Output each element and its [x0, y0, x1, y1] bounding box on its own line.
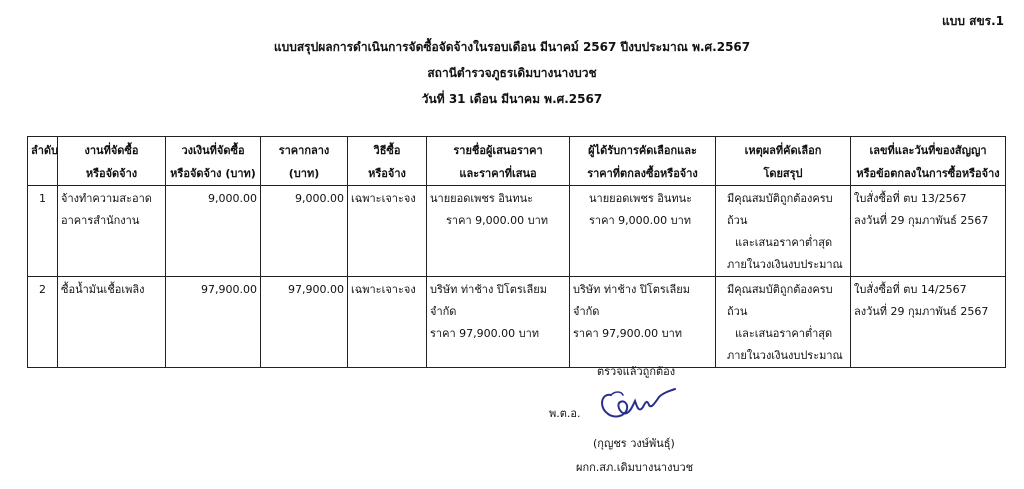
row-contract: ใบสั่งซื้อที่ ตบ 13/2567 ลงวันที่ 29 กุมภาพันธ์ 2567 [851, 186, 1006, 277]
row-item: ซื้อน้ำมันเชื้อเพลิง [58, 277, 166, 368]
handwritten-signature [597, 385, 679, 425]
row-median-price: 9,000.00 [261, 186, 348, 277]
header-item: งานที่จัดซื้อ หรือจัดจ้าง [58, 137, 166, 186]
header-reason: เหตุผลที่คัดเลือก โดยสรุป [716, 137, 851, 186]
header-selected: ผู้ได้รับการคัดเลือกและ ราคาที่ตกลงซื้อหรือจ้าง [570, 137, 716, 186]
row-method: เฉพาะเจาะจง [348, 277, 427, 368]
row-no: 2 [28, 277, 58, 368]
row-bidders: นายยอดเพชร อินทนะ ราคา 9,000.00 บาท [427, 186, 570, 277]
row-reason: มีคุณสมบัติถูกต้องครบถ้วน และเสนอราคาต่ำสุด ภายในวงเงินงบประมาณ [716, 186, 851, 277]
signer-position: ผกก.สภ.เดิมบางนางบวช [576, 461, 694, 474]
row-reason: มีคุณสมบัติถูกต้องครบถ้วน และเสนอราคาต่ำสุด ภายในวงเงินงบประมาณ [716, 277, 851, 368]
row-no: 1 [28, 186, 58, 277]
report-date: วันที่ 31 เดือน มีนาคม พ.ศ.2567 [421, 92, 603, 106]
report-title: แบบสรุปผลการดำเนินการจัดซื้อจัดจ้างในรอบเดือน มีนาคม์ 2567 ปีงบประมาณ พ.ศ.2567 [273, 40, 751, 54]
station-name: สถานีตำรวจภูธรเดิมบางนางบวช [427, 66, 597, 80]
header-bidders: รายชื่อผู้เสนอราคา และราคาที่เสนอ [427, 137, 570, 186]
table-header-row [28, 137, 1006, 186]
row-item: จ้างทำความสะอาด อาคารสำนักงาน [58, 186, 166, 277]
row-selected: บริษัท ท่าช้าง ปิโตรเลียม จำกัด ราคา 97,900.00 บาท [570, 277, 716, 368]
row-budget: 97,900.00 [166, 277, 261, 368]
header-budget: วงเงินที่จัดซื้อ หรือจัดจ้าง (บาท) [166, 137, 261, 186]
row-budget: 9,000.00 [166, 186, 261, 277]
header-contract: เลขที่และวันที่ของสัญญา หรือข้อตกลงในการซื้อหรือจ้าง [851, 137, 1006, 186]
row-median-price: 97,900.00 [261, 277, 348, 368]
table-row [28, 277, 1006, 368]
row-method: เฉพาะเจาะจง [348, 186, 427, 277]
verified-text: ตรวจแล้วถูกต้อง [597, 365, 676, 378]
row-selected: นายยอดเพชร อินทนะ ราคา 9,000.00 บาท [570, 186, 716, 277]
table-row [28, 186, 1006, 277]
procurement-table [27, 136, 1006, 368]
header-no: ลำดับ [28, 137, 58, 186]
signer-rank: พ.ต.อ. [549, 407, 581, 420]
row-contract: ใบสั่งซื้อที่ ตบ 14/2567 ลงวันที่ 29 กุมภาพันธ์ 2567 [851, 277, 1006, 368]
row-bidders: บริษัท ท่าช้าง ปิโตรเลียม จำกัด ราคา 97,900.00 บาท [427, 277, 570, 368]
signer-name: (กุญชร วงษ์พันธุ์) [593, 437, 675, 450]
form-code: แบบ สขร.1 [941, 14, 1004, 28]
header-method: วิธีซื้อ หรือจ้าง [348, 137, 427, 186]
header-median-price: ราคากลาง (บาท) [261, 137, 348, 186]
